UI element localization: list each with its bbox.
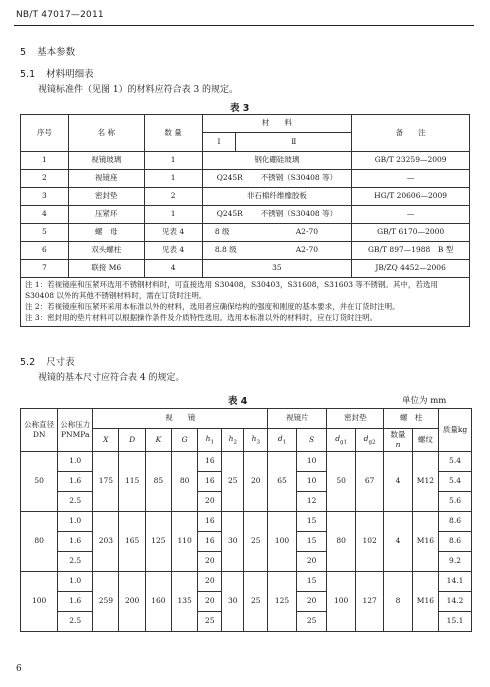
- cell-h3: 25: [244, 572, 268, 632]
- cell-seq: 7: [21, 260, 69, 278]
- symbol: d: [363, 433, 369, 443]
- section-5-2-heading: [20, 354, 75, 368]
- subscript: g1: [340, 439, 348, 446]
- cell-n: 4: [384, 512, 412, 572]
- cell-s: 10: [296, 472, 327, 492]
- cell-material: [202, 242, 352, 260]
- header-k: K: [145, 429, 171, 452]
- header-dg2: [355, 429, 383, 452]
- header-pn: 公称压力 PNMPa: [58, 409, 93, 452]
- table-row: [21, 242, 470, 260]
- cell-material-i: 8 级: [214, 227, 230, 237]
- cell-remark: HG/T 20606—2009: [352, 188, 470, 206]
- cell-d: 165: [119, 512, 145, 572]
- table-4-unit: 单位为 mm: [402, 396, 447, 406]
- cell-h1: 16: [198, 452, 222, 472]
- section-title: 尺寸表: [46, 357, 75, 368]
- cell-mass: 8.6: [439, 532, 472, 552]
- cell-qty: 2: [144, 188, 202, 206]
- cell-material-ii: A2-70: [295, 245, 319, 255]
- cell-thread: M16: [412, 572, 438, 632]
- cell-g: 80: [172, 452, 198, 512]
- cell-mass: 9.2: [439, 552, 472, 572]
- table-row: [21, 170, 470, 188]
- header-stud: 螺 柱: [384, 409, 439, 429]
- cell-material: [202, 224, 352, 242]
- cell-h1: 16: [198, 472, 222, 492]
- cell-pn: 1.6: [58, 592, 93, 612]
- cell-seq: 4: [21, 206, 69, 224]
- cell-pn: 1.0: [58, 572, 93, 592]
- cell-remark: GB/T 897—1988 B 型: [352, 242, 470, 260]
- cell-material-ii: 不锈钢（S30408 等）: [260, 209, 338, 219]
- header-h2: [222, 429, 244, 452]
- header-h1: [198, 429, 222, 452]
- cell-h1: 25: [198, 612, 222, 632]
- cell-n: 8: [384, 572, 412, 632]
- table-4-caption: 表 4: [228, 396, 248, 407]
- cell-k: 125: [145, 512, 171, 572]
- table-row: [21, 152, 470, 170]
- cell-h3: 20: [244, 452, 268, 512]
- cell-h2: 30: [222, 512, 244, 572]
- header-seq: 序号: [21, 115, 69, 152]
- cell-name: 密封垫: [68, 188, 144, 206]
- table-row: [21, 452, 472, 472]
- cell-mass: 14.1: [439, 572, 472, 592]
- cell-name: 联接 M6: [68, 260, 144, 278]
- cell-d: 200: [119, 572, 145, 632]
- cell-pn: 2.5: [58, 492, 93, 512]
- header-material-ii: Ⅱ: [236, 132, 352, 151]
- cell-remark: —: [352, 170, 470, 188]
- cell-h2: 30: [222, 572, 244, 632]
- page-number: 6: [16, 664, 22, 674]
- symbol: h: [205, 433, 211, 443]
- cell-pn: 2.5: [58, 552, 93, 572]
- header-gasket: 密封垫: [327, 409, 384, 429]
- cell-d: 115: [119, 452, 145, 512]
- cell-dn: 50: [21, 452, 58, 512]
- cell-qty: 见表 4: [144, 242, 202, 260]
- cell-pn: 1.0: [58, 452, 93, 472]
- cell-name: 压紧环: [68, 206, 144, 224]
- header-qty: 数 量: [144, 115, 202, 152]
- cell-seq: 3: [21, 188, 69, 206]
- cell-mass: 14.2: [439, 592, 472, 612]
- header-h3: [244, 429, 268, 452]
- cell-material: [202, 206, 352, 224]
- cell-qty: 见表 4: [144, 224, 202, 242]
- cell-dg1: 100: [327, 572, 355, 632]
- cell-pn: 1.6: [58, 472, 93, 492]
- header-count: [384, 429, 412, 452]
- cell-k: 85: [145, 452, 171, 512]
- table-header-row: [21, 409, 472, 429]
- header-sight-glass: 视 镜: [93, 409, 268, 429]
- cell-material: 钢化硼硅玻璃: [202, 152, 352, 170]
- cell-material: 35: [202, 260, 352, 278]
- cell-s: 12: [296, 492, 327, 512]
- cell-h1: 16: [198, 532, 222, 552]
- cell-s: 10: [296, 452, 327, 472]
- cell-qty: 1: [144, 206, 202, 224]
- cell-seq: 1: [21, 152, 69, 170]
- header-thread: 螺纹: [412, 429, 438, 452]
- subscript: 2: [233, 439, 237, 446]
- cell-h1: 20: [198, 552, 222, 572]
- cell-s: 25: [296, 612, 327, 632]
- cell-thread: M12: [412, 452, 438, 512]
- section-number: 5.1: [20, 69, 36, 80]
- cell-remark: GB/T 6170—2000: [352, 224, 470, 242]
- subscript: 1: [282, 439, 287, 446]
- section-5-2-paragraph: 视镜的基本尺寸应符合表 4 的规定。: [38, 373, 185, 383]
- standard-code: NB/T 47017—2011: [16, 10, 104, 20]
- header-material: 材 料: [202, 115, 352, 133]
- cell-s: 20: [296, 592, 327, 612]
- cell-material: [202, 170, 352, 188]
- symbol: h: [228, 433, 234, 443]
- symbol: n: [395, 440, 401, 449]
- cell-g: 135: [172, 572, 198, 632]
- cell-dg2: 67: [355, 452, 383, 512]
- header-d: D: [119, 429, 145, 452]
- label: 数量: [390, 429, 406, 439]
- cell-dg1: 80: [327, 512, 355, 572]
- subscript: 3: [256, 439, 260, 446]
- table-row: [21, 572, 472, 592]
- header-rule: [14, 25, 474, 26]
- table-row: [21, 260, 470, 278]
- note-3: 注 3：密封用的垫片材料可以根据操作条件及介质特性选用。选用本标准以外的材料时，应在订货时注明。: [25, 312, 378, 322]
- cell-h1: 20: [198, 572, 222, 592]
- cell-s: 15: [296, 532, 327, 552]
- cell-x: 259: [93, 572, 119, 632]
- cell-material-i: Q245R: [216, 209, 243, 219]
- cell-h3: 25: [244, 512, 268, 572]
- cell-material-ii: A2-70: [295, 227, 319, 237]
- cell-mass: 5.4: [439, 472, 472, 492]
- cell-seq: 2: [21, 170, 69, 188]
- section-title: 基本参数: [37, 47, 76, 58]
- cell-mass: 8.6: [439, 512, 472, 532]
- cell-pn: 1.6: [58, 532, 93, 552]
- cell-s: 15: [296, 512, 327, 532]
- header-g: G: [172, 429, 198, 452]
- cell-seq: 5: [21, 224, 69, 242]
- symbol: d: [335, 433, 341, 443]
- section-5-1-paragraph: 视镜标准件（见图 1）的材料应符合表 3 的规定。: [38, 85, 239, 95]
- cell-d1: 125: [268, 572, 296, 632]
- section-number: 5: [20, 47, 27, 58]
- cell-mass: 15.1: [439, 612, 472, 632]
- header-name: 名 称: [68, 115, 144, 152]
- cell-k: 160: [145, 572, 171, 632]
- table-row: [21, 512, 472, 532]
- cell-name: 双头螺柱: [68, 242, 144, 260]
- notes-cell: [21, 278, 470, 327]
- table-header-row: [21, 115, 470, 133]
- cell-dg2: 102: [355, 512, 383, 572]
- table-row: [21, 224, 470, 242]
- cell-pn: 2.5: [58, 612, 93, 632]
- cell-d1: 65: [268, 452, 296, 512]
- cell-pn: 1.0: [58, 512, 93, 532]
- section-5-heading: [20, 44, 75, 58]
- cell-dg2: 127: [355, 572, 383, 632]
- cell-material-i: Q245R: [216, 173, 243, 183]
- cell-h1: 16: [198, 512, 222, 532]
- cell-material-ii: 不锈钢（S30408 等）: [260, 173, 338, 183]
- cell-mass: 5.4: [439, 452, 472, 472]
- cell-dn: 80: [21, 512, 58, 572]
- cell-h1: 20: [198, 492, 222, 512]
- header-dg1: [327, 429, 355, 452]
- cell-h1: 20: [198, 592, 222, 612]
- cell-name: 视镜座: [68, 170, 144, 188]
- cell-material: 非石棉纤维橡胶板: [202, 188, 352, 206]
- cell-name: 视镜玻璃: [68, 152, 144, 170]
- header-remark: 备 注: [352, 115, 470, 152]
- header-material-i: Ⅰ: [202, 132, 236, 151]
- cell-remark: JB/ZQ 4452—2006: [352, 260, 470, 278]
- cell-qty: 4: [144, 260, 202, 278]
- cell-g: 110: [172, 512, 198, 572]
- section-5-1-heading: [20, 66, 94, 80]
- cell-dg1: 50: [327, 452, 355, 512]
- table-3: [20, 114, 470, 327]
- table-4: [20, 408, 472, 632]
- cell-thread: M16: [412, 512, 438, 572]
- cell-remark: —: [352, 206, 470, 224]
- cell-x: 175: [93, 452, 119, 512]
- cell-qty: 1: [144, 170, 202, 188]
- cell-s: 20: [296, 552, 327, 572]
- header-dn: 公称直径DN: [21, 409, 58, 452]
- header-mass: 质量kg: [439, 409, 472, 452]
- header-x: X: [93, 429, 119, 452]
- table-row: [21, 188, 470, 206]
- note-1: 注 1：若视镜座和压紧环选用不锈钢材料时，可直接选用 S30408，S30403，S31608，S31603 等不锈钢。其中，若选用 S30408 以外的其他不锈钢材料时，需在订货时注明。: [25, 280, 438, 300]
- table-3-caption: 表 3: [230, 103, 250, 114]
- header-s: S: [296, 429, 327, 452]
- note-2: 注 2：若视镜座和压紧环采用本标准以外的材料，选用者应确保结构的强度和刚度的基本要求，并在订货时注明。: [25, 301, 400, 311]
- cell-material-i: 8.8 级: [214, 245, 237, 255]
- cell-remark: GB/T 23259—2009: [352, 152, 470, 170]
- cell-mass: 5.6: [439, 492, 472, 512]
- symbol: h: [251, 433, 257, 443]
- cell-dn: 100: [21, 572, 58, 632]
- subscript: g2: [368, 439, 376, 446]
- table-row: [21, 206, 470, 224]
- header-d1: [268, 429, 296, 452]
- header-glass-piece: 视镜片: [268, 409, 327, 429]
- table-notes: [21, 278, 470, 327]
- cell-s: 15: [296, 572, 327, 592]
- cell-seq: 6: [21, 242, 69, 260]
- cell-d1: 100: [268, 512, 296, 572]
- cell-x: 203: [93, 512, 119, 572]
- cell-name: 螺 母: [68, 224, 144, 242]
- cell-h2: 25: [222, 452, 244, 512]
- section-number: 5.2: [20, 357, 36, 368]
- cell-qty: 1: [144, 152, 202, 170]
- cell-n: 4: [384, 452, 412, 512]
- section-title: 材料明细表: [46, 69, 94, 80]
- subscript: 1: [210, 439, 214, 446]
- symbol: d: [277, 433, 283, 443]
